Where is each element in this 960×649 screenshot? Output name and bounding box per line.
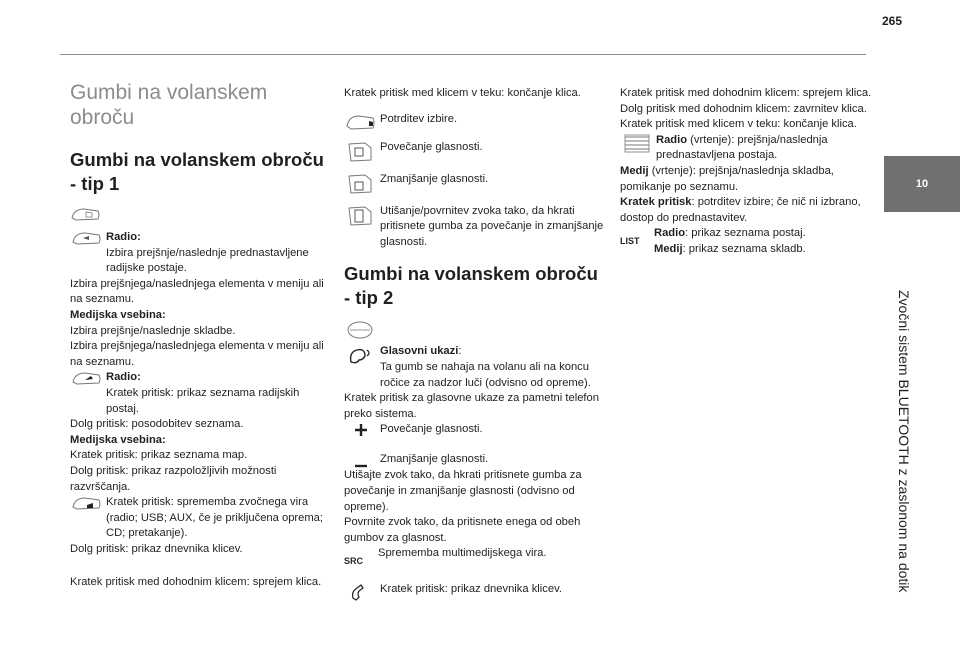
minus-text-3: Povrnite zvok tako, da pritisnete enega od obeh gumbov za glasnost. [344,516,581,544]
list-radio-text: : prikaz seznama postaj. [685,227,806,240]
minus-icon [344,452,378,468]
src-icon: SRC [344,556,364,567]
column-2 [344,80,606,602]
steering-wheel-icon [344,320,376,340]
header-rule [60,54,866,55]
short-press-text: : potrditev izbire; če nič ni izbrano, dostop do prednastavitev. [620,196,861,224]
voice-colon: : [458,345,462,358]
plus-icon [344,422,378,438]
voice-text-2: Kratek pritisk za glasovne ukaze za pametni telefon preko sistema. [344,392,599,420]
list-icon: LIST [620,236,640,247]
voice-command-icon [344,344,378,366]
short-press-label: Kratek pritisk [620,196,692,209]
subsection-title-type2: Gumbi na volanskem obroču - tip 2 [344,263,598,309]
steering-control-icon [70,495,104,511]
minus-text-2: Utišajte zvok tako, da hkrati pritisnete gumba za povečanje in zmanjšanje glasnosti (odvisno od opreme). [344,469,582,513]
steering-control-icon [70,206,102,222]
subsection-title-type1: Gumbi na volanskem obroču - tip 1 [70,149,324,194]
media-text-5: (vrtenje): prejšnja/naslednja skladba, pomikanje po seznamu. [620,164,834,193]
end-call-text-2: Kratek pritisk med klicem v teku: končanje klica. [620,118,857,131]
media-text: Izbira prejšnje/naslednje skladbe. [70,324,236,337]
radio-label: Radio: [106,231,141,243]
list-media-text: : prikaz seznama skladb. [682,242,806,255]
voice-label: Glasovni ukazi [380,345,459,358]
radio-label-2: Radio: [106,371,141,384]
media-text-4: Dolg pritisk: prikaz razpoložljivih možnosti razvrščanja. [70,464,277,493]
source-text-2: Dolg pritisk: prikaz dnevnika klicev. [70,542,243,555]
radio-text-2: Izbira prejšnjega/naslednjega elementa v meniju ali na seznamu. [70,277,324,306]
answer-call-text: Kratek pritisk med dohodnim klicem: sprejem klica. [620,87,872,99]
minus-text: Zmanjšanje glasnosti. [380,453,489,466]
media-label-3: Medij [620,164,649,177]
phone-text: Kratek pritisk: prikaz dnevnika klicev. [380,582,562,595]
chapter-side-title: Zvočni sistem BLUETOOTH z zaslonom na dotik [896,290,912,593]
steering-control-icon [70,230,104,246]
steering-control-icon [70,370,104,386]
end-call-text: Kratek pritisk med klicem v teku: končanje klica. [344,87,581,99]
column-1 [70,80,332,591]
radio-text-4: Dolg pritisk: posodobitev seznama. [70,418,244,431]
voice-text: Ta gumb se nahaja na volanu ali na koncu ročice za nadzor luči (odvisno od opreme). [380,360,591,389]
column-3 [620,80,882,258]
thumbwheel-icon [620,133,654,155]
media-label: Medijska vsebina: [70,308,166,321]
confirm-text: Potrditev izbire. [380,112,458,125]
list-radio-label: Radio [654,227,686,240]
radio-text-5: (vrtenje): prejšnja/naslednja prednastavljena postaja. [656,133,828,162]
steering-control-icon [344,112,378,132]
end-text: Kratek pritisk med dohodnim klicem: sprejem klica. [70,576,322,589]
volume-up-text: Povečanje glasnosti. [380,140,483,153]
media-text-2: Izbira prejšnjega/naslednjega elementa v meniju ali na seznamu. [70,340,324,368]
page-number: 265 [881,14,903,28]
section-title: Gumbi na volanskem obroču [70,81,268,129]
radio-label-3: Radio [656,133,688,146]
chapter-tab[interactable]: 10 [884,156,960,212]
radio-text: Izbira prejšnje/naslednje prednastavljene radijske postaje. [106,246,309,275]
mute-text: Utišanje/povrnitev zvoka tako, da hkrati pritisnete gumba za povečanje in zmanjšanje glasnosti. [380,204,604,248]
src-text: Sprememba multimedijskega vira. [378,547,547,560]
list-media-label: Medij [654,242,683,255]
media-text-3: Kratek pritisk: prikaz seznama map. [70,449,248,462]
reject-call-text: Dolg pritisk med dohodnim klicem: zavrnitev klica. [620,102,867,115]
plus-text: Povečanje glasnosti. [380,423,483,436]
volume-down-text: Zmanjšanje glasnosti. [380,172,489,185]
volume-down-icon [344,172,378,196]
radio-text-3: Kratek pritisk: prikaz seznama radijskih postaj. [106,386,300,415]
phone-icon [344,582,378,602]
source-text: Kratek pritisk: sprememba zvočnega vira (radio; USB; AUX, če je priključena oprema; CD; pretakanje). [106,496,324,540]
media-label-2: Medijska vsebina: [70,433,166,446]
mute-icon [344,204,378,228]
volume-up-icon [344,140,378,164]
